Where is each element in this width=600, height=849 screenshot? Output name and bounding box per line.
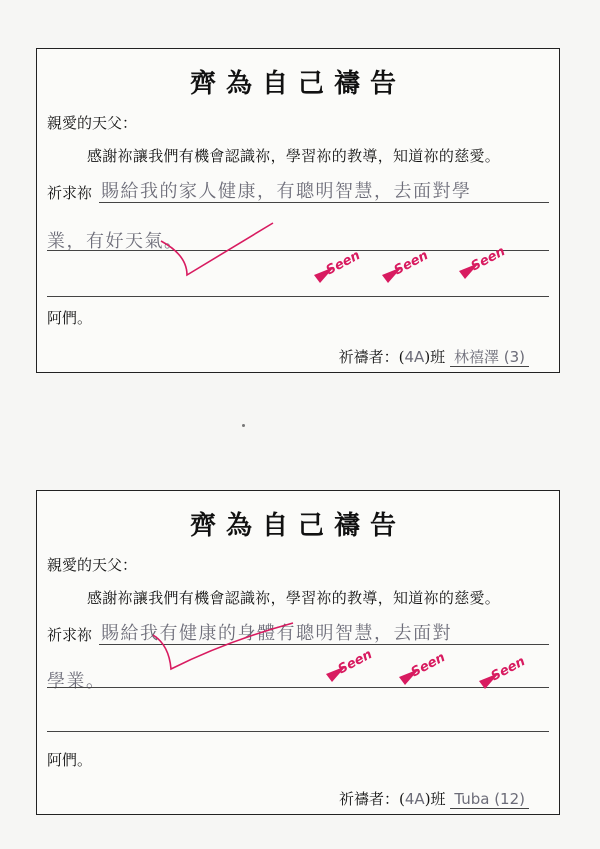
prayer-card-2 bbox=[36, 490, 560, 815]
amen-text: 阿們。 bbox=[47, 751, 93, 769]
signer-row bbox=[339, 788, 529, 809]
seen-stamp bbox=[457, 233, 519, 279]
svg-text:Seen: Seen bbox=[468, 244, 508, 275]
writing-line bbox=[47, 296, 549, 297]
handwriting-line-2: 學業。 bbox=[47, 671, 106, 692]
svg-text:Seen: Seen bbox=[323, 248, 363, 279]
seen-stamp bbox=[324, 636, 386, 682]
svg-text:Seen: Seen bbox=[488, 654, 528, 685]
handwriting-line-1: 賜給我有健康的身體有聰明智慧，去面對 bbox=[101, 623, 452, 644]
name-value: Tuba (12) bbox=[450, 790, 529, 809]
signer-row bbox=[339, 346, 529, 367]
greeting: 親愛的天父： bbox=[47, 556, 138, 574]
check-mark bbox=[157, 217, 277, 277]
prayer-card-1 bbox=[36, 48, 560, 373]
handwriting-line-1: 賜給我的家人健康，有聰明智慧，去面對學 bbox=[101, 181, 472, 202]
svg-text:Seen: Seen bbox=[408, 650, 448, 681]
ask-label: 祈求祢 bbox=[47, 626, 93, 644]
signer-label: 祈禱者：( bbox=[338, 348, 405, 366]
card-title: 齊為自己禱告 bbox=[189, 69, 406, 99]
seen-stamp bbox=[397, 639, 459, 685]
check-mark bbox=[147, 621, 297, 677]
seen-stamp bbox=[477, 643, 539, 689]
amen-text: 阿們。 bbox=[47, 309, 93, 327]
writing-line bbox=[47, 687, 549, 688]
writing-line bbox=[99, 202, 549, 203]
class-value: 4A bbox=[404, 348, 425, 366]
class-value: 4A bbox=[404, 790, 425, 808]
svg-text:Seen: Seen bbox=[335, 647, 375, 678]
handwriting-line-2: 業，有好天氣。 bbox=[47, 231, 184, 252]
scan-speck bbox=[242, 424, 245, 427]
seen-stamp bbox=[380, 237, 442, 283]
writing-line bbox=[47, 731, 549, 732]
class-label: )班 bbox=[424, 790, 446, 808]
svg-text:Seen: Seen bbox=[391, 248, 431, 279]
card-title: 齊為自己禱告 bbox=[189, 511, 406, 541]
name-value: 林禧澤 (3) bbox=[450, 348, 529, 367]
signer-label: 祈禱者：( bbox=[339, 790, 405, 808]
class-label: )班 bbox=[424, 348, 446, 366]
seen-stamp bbox=[312, 237, 374, 283]
greeting: 親愛的天父： bbox=[47, 114, 138, 132]
ask-label: 祈求祢 bbox=[47, 184, 93, 202]
thanks-text: 感謝祢讓我們有機會認識祢，學習祢的教導，知道祢的慈愛。 bbox=[87, 589, 501, 607]
thanks-text: 感謝祢讓我們有機會認識祢，學習祢的教導，知道祢的慈愛。 bbox=[87, 147, 501, 165]
